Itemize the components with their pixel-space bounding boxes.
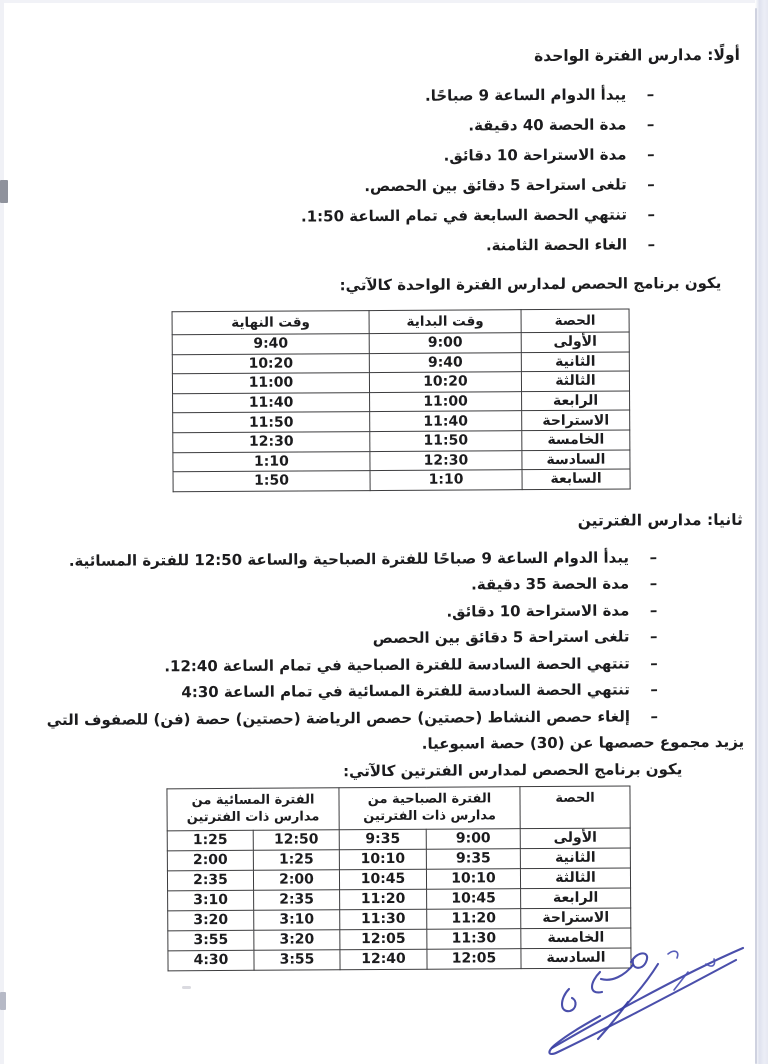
column-header-morning-shift: الفترة الصباحية من مدارس ذات الفترتين: [339, 786, 520, 829]
table-header-row: [172, 309, 629, 335]
morning-start-cell: 10:45: [427, 888, 521, 909]
period-cell: الثالثة: [520, 868, 630, 889]
dash-bullet-marker: –: [650, 680, 658, 699]
start-cell: 9:40: [369, 352, 521, 373]
morning-start-cell: 12:05: [427, 948, 521, 969]
morning-end-cell: 12:40: [340, 949, 427, 970]
dash-bullet-marker: –: [647, 145, 655, 164]
start-cell: 1:10: [370, 470, 522, 491]
start-cell: 11:40: [370, 411, 522, 432]
table-header-row: [167, 786, 630, 831]
dash-bullet-marker: –: [649, 601, 658, 620]
morning-end-cell: 12:05: [340, 929, 427, 950]
morning-start-cell: 9:35: [426, 848, 520, 869]
page-left-edge: [0, 0, 4, 1064]
evening-start-cell: 2:35: [254, 890, 340, 911]
start-cell: 11:00: [370, 391, 522, 412]
table2-intro-text: يكون برنامج الحصص لمدارس الفترتين كالآتي:: [343, 759, 683, 780]
section1-bullet-list: [10, 79, 741, 263]
evening-end-cell: 3:55: [168, 930, 254, 951]
column-header-period: الحصة: [521, 309, 629, 333]
morning-end-cell: 10:10: [339, 849, 426, 870]
bullet-text: مدة الحصة 35 دقيقة.: [471, 574, 630, 594]
scan-artifact-smudge: [182, 986, 191, 989]
bullet-text: تلغى استراحة 5 دقائق بين الحصص.: [364, 175, 627, 196]
bullet-text: تلغى استراحة 5 دقائق بين الحصص: [372, 627, 630, 648]
dash-bullet-marker: –: [649, 574, 658, 593]
dash-bullet-marker: –: [647, 175, 655, 194]
morning-end-cell: 9:35: [339, 829, 426, 850]
end-cell: 11:40: [173, 392, 370, 413]
end-cell: 11:50: [173, 412, 370, 433]
morning-start-cell: 11:20: [427, 908, 521, 929]
bullet-item: [11, 169, 741, 203]
morning-start-cell: 10:10: [426, 868, 520, 889]
bullet-text: مدة الحصة 40 دقيقة.: [468, 115, 627, 135]
period-cell: الثالثة: [521, 371, 629, 391]
column-header-end-time: وقت النهاية: [172, 311, 369, 335]
end-cell: 10:20: [172, 353, 369, 374]
bullet-text: تنتهي الحصة السابعة في تمام الساعة 1:50.: [300, 205, 628, 226]
morning-end-cell: 10:45: [339, 869, 426, 890]
single-period-schedule-table: [172, 308, 631, 492]
period-cell: الرابعة: [522, 391, 630, 411]
table-row: [167, 868, 630, 891]
column-header-evening-shift: الفترة المسائية من مدارس ذات الفترتين: [167, 788, 339, 831]
bullet-item: [10, 79, 740, 113]
period-cell: السادسة: [522, 450, 630, 470]
dash-bullet-marker: –: [647, 235, 656, 254]
morning-start-cell: 11:30: [427, 928, 521, 949]
bullet-item: [10, 139, 740, 173]
dash-bullet-marker: –: [650, 707, 659, 726]
period-cell: السادسة: [521, 948, 631, 969]
bullet-text: مدة الاستراحة 10 دقائق.: [446, 601, 630, 621]
evening-start-cell: 2:00: [253, 870, 339, 891]
evening-start-cell: 3:10: [254, 910, 340, 931]
start-cell: 12:30: [370, 450, 522, 471]
evening-end-cell: 3:20: [168, 910, 254, 931]
evening-start-cell: 3:55: [254, 950, 340, 971]
bullet-item: [10, 109, 740, 143]
dash-bullet-marker: –: [646, 85, 655, 104]
start-cell: 10:20: [369, 372, 521, 393]
bullet-item: [11, 199, 741, 233]
evening-end-cell: 2:00: [167, 850, 253, 871]
column-header-period: الحصة: [520, 786, 630, 829]
bullet-item: [14, 676, 744, 707]
end-cell: 1:10: [173, 451, 370, 472]
bullet-text: تنتهي الحصة السادسة للفترة الصباحية في تمام الساعة 12:40.: [164, 654, 630, 676]
morning-end-cell: 11:20: [340, 889, 427, 910]
end-cell: 1:50: [173, 471, 370, 492]
end-cell: 11:00: [172, 373, 369, 394]
section2-bullet-list: [13, 544, 744, 760]
bullet-text: تنتهي الحصة السادسة للفترة المسائية في تمام الساعة 4:30: [181, 680, 630, 702]
table-row: [168, 908, 631, 931]
dash-bullet-marker: –: [649, 548, 658, 567]
bullet-text: إلغاء حصص النشاط (حصتين) حصص الرياضة (حصتين) حصة (فن) للصفوف التي يزيد مجموع حصصها عن (30) حصة اسبوعيا.: [46, 707, 745, 754]
end-cell: 9:40: [172, 334, 369, 355]
table-row: [173, 469, 630, 491]
period-cell: الرابعة: [521, 888, 631, 909]
period-cell: الأولى: [520, 828, 630, 849]
document-body: [10, 0, 754, 972]
bullet-item: [13, 570, 743, 601]
period-cell: الاستراحة: [521, 908, 631, 929]
period-cell: الثانية: [521, 352, 629, 372]
table1-intro-text: يكون برنامج الحصص لمدارس الفترة الواحدة كالآتي:: [339, 273, 722, 295]
period-cell: الثانية: [520, 848, 630, 869]
dash-bullet-marker: –: [647, 205, 655, 224]
evening-end-cell: 2:35: [167, 870, 253, 891]
evening-start-cell: 12:50: [253, 830, 339, 851]
dash-bullet-marker: –: [649, 627, 658, 646]
section1-title: أولًا: مدارس الفترة الواحدة: [534, 45, 741, 66]
bullet-text: يبدأ الدوام الساعة 9 صباحًا للفترة الصباحية والساعة 12:50 للفترة المسائية.: [68, 548, 630, 570]
bullet-item: [11, 229, 741, 263]
period-cell: السابعة: [522, 469, 630, 489]
period-cell: الخامسة: [521, 928, 631, 949]
handwritten-signature: [538, 942, 756, 1060]
start-cell: 11:50: [370, 431, 522, 452]
end-cell: 12:30: [173, 432, 370, 453]
start-cell: 9:00: [369, 333, 521, 354]
period-cell: الاستراحة: [522, 410, 630, 430]
table-row: [167, 828, 630, 851]
column-header-start-time: وقت البداية: [369, 310, 521, 334]
period-cell: الخامسة: [522, 430, 630, 450]
evening-end-cell: 1:25: [167, 830, 253, 851]
section2-title: ثانيا: مدارس الفترتين: [577, 510, 743, 530]
bullet-item: [14, 703, 744, 760]
table-row: [167, 848, 630, 871]
bullet-item: [13, 623, 743, 654]
morning-start-cell: 9:00: [426, 828, 520, 849]
bullet-text: يبدأ الدوام الساعة 9 صباحًا.: [424, 85, 627, 105]
dash-bullet-marker: –: [650, 654, 658, 673]
bullet-text: الغاء الحصة الثامنة.: [485, 235, 628, 255]
evening-start-cell: 1:25: [253, 850, 339, 871]
scan-artifact-mark: [0, 180, 8, 203]
table-row: [168, 888, 631, 911]
evening-end-cell: 3:10: [168, 890, 254, 911]
period-cell: الأولى: [521, 332, 629, 352]
morning-end-cell: 11:30: [340, 909, 427, 930]
page-right-edge: [755, 0, 768, 1064]
scan-artifact-mark: [0, 992, 6, 1010]
dash-bullet-marker: –: [646, 115, 655, 134]
bullet-text: مدة الاستراحة 10 دقائق.: [443, 145, 627, 165]
evening-start-cell: 3:20: [254, 930, 340, 951]
evening-end-cell: 4:30: [168, 950, 254, 971]
